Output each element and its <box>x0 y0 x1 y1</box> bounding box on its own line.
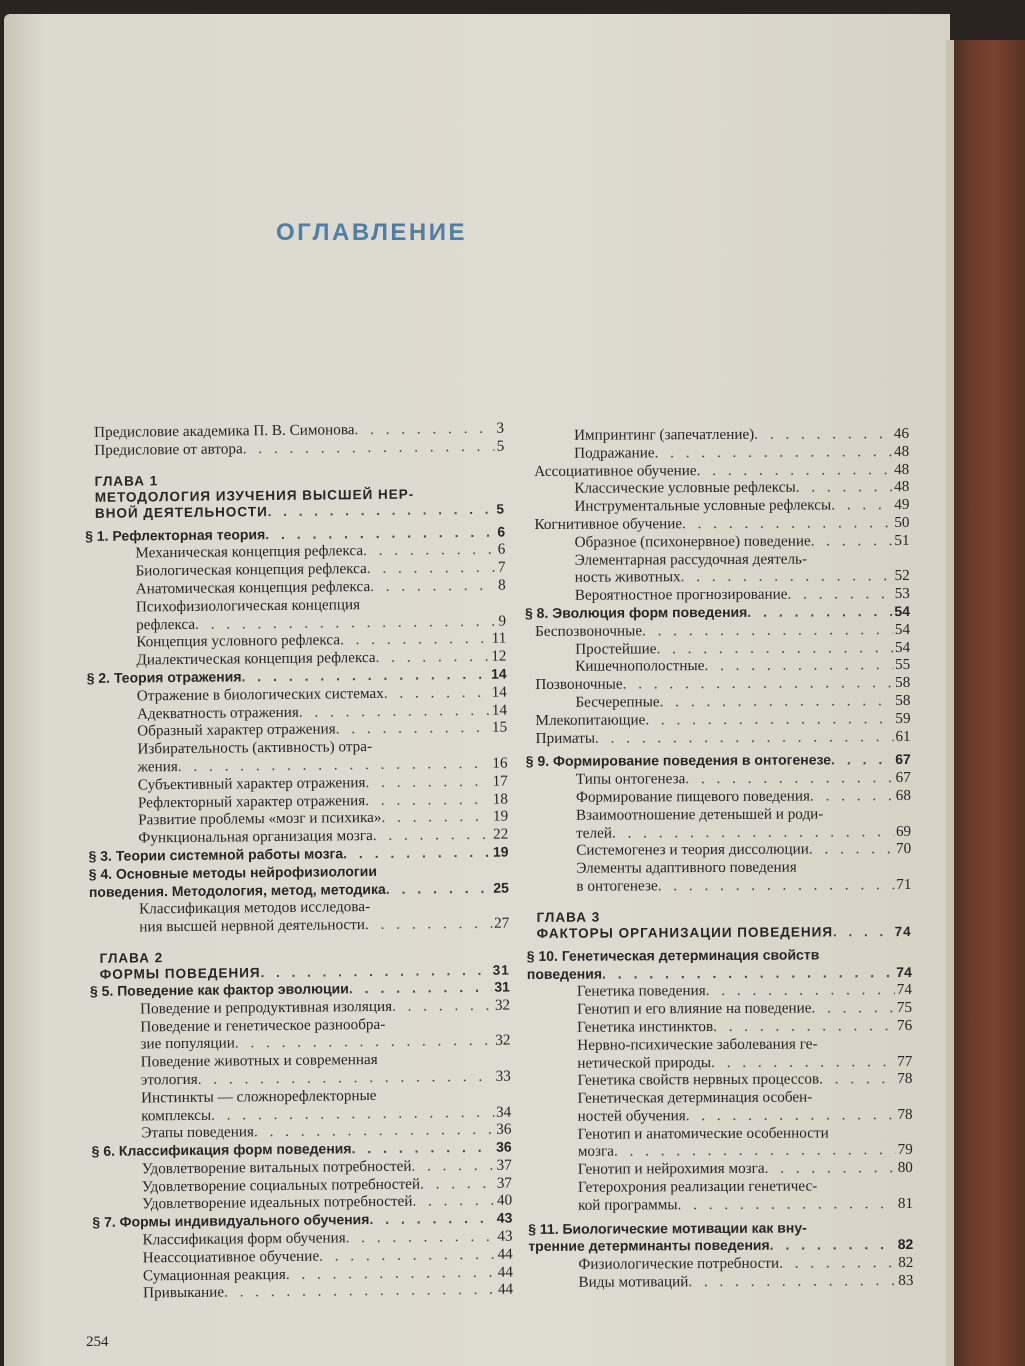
toc-entry-title: поведения <box>526 965 603 982</box>
toc-entry-page: 67 <box>895 769 911 787</box>
toc-entry-page: 80 <box>897 1159 913 1177</box>
toc-entry-page: 34 <box>495 1103 512 1121</box>
toc-entry-title: зие популяции <box>140 1034 235 1053</box>
toc-entry-title: § 11. Биологические мотивации как вну- <box>528 1219 807 1237</box>
toc-entry <box>528 1254 913 1274</box>
section-entry <box>527 946 912 966</box>
toc-entry <box>524 514 909 534</box>
toc-entry <box>528 1106 913 1126</box>
toc-entry-title: кой программы <box>578 1196 678 1214</box>
chapter-label: ГЛАВА 1 <box>94 472 159 489</box>
toc-entry-title: Бесчерепные <box>575 693 660 711</box>
toc-entry-title: Механическая концепция рефлекса <box>135 542 364 562</box>
toc-entry-page: 15 <box>491 718 508 737</box>
toc-entry <box>524 496 909 516</box>
toc-entry-page: 52 <box>894 567 910 585</box>
toc-entry <box>525 621 910 641</box>
toc-entry-page: 19 <box>492 843 509 860</box>
toc-entry-title: Адекватность отражения <box>136 703 299 723</box>
toc-entry-title: Отражение в биологических системах <box>136 684 384 705</box>
toc-entry-page: 31 <box>494 978 510 995</box>
toc-entry-title: § 10. Генетическая детерминация свойств <box>526 946 820 964</box>
toc-entry-title: Виды мотиваций <box>578 1273 689 1291</box>
toc-entry-title: Инструментальные условные рефлексы <box>574 496 832 515</box>
toc-entry <box>527 981 912 1001</box>
toc-entry-title: § 2. Теория отражения <box>86 668 242 686</box>
toc-entry-title: Генетическая детерминация особен- <box>577 1088 813 1107</box>
chapter-label: ГЛАВА 2 <box>99 950 164 966</box>
toc-entry-page: 68 <box>895 786 911 804</box>
toc-entry <box>528 1177 913 1197</box>
toc-entry-title: Кишечнополостные <box>575 657 705 676</box>
toc-entry-page: 77 <box>897 1052 913 1070</box>
toc-entry-title: Поведение и генетическое разнообра- <box>140 1015 386 1035</box>
toc-entry-page: 54 <box>894 638 911 656</box>
toc-entry <box>524 425 909 445</box>
toc-entry <box>524 461 909 481</box>
toc-entry-title: § 7. Формы индивидуального обучения <box>92 1211 370 1231</box>
toc-entry-title: Простейшие <box>575 639 657 658</box>
toc-entry-page: 14 <box>491 683 507 701</box>
toc-entry <box>526 728 911 748</box>
toc-entry-title: Взаимоотношение детенышей и роди- <box>575 805 824 824</box>
toc-entry-page: 79 <box>897 1141 913 1159</box>
toc-entry <box>525 692 910 712</box>
toc-entry-page: 6 <box>497 523 506 540</box>
toc-entry-title: Генетика свойств нервных процессов <box>577 1070 820 1090</box>
toc-entry <box>525 550 910 570</box>
toc-entry-page: 75 <box>896 999 913 1017</box>
toc-entry-page: 46 <box>893 424 910 443</box>
toc-entry-title: в онтогенезе <box>576 877 658 895</box>
toc-entry-title: Когнитивное обучение <box>534 515 683 533</box>
toc-entry-title: Генетика поведения <box>576 982 706 1001</box>
toc-entry-title: Удовлетворение социальных потребностей <box>141 1175 421 1196</box>
toc-entry-page: 83 <box>898 1272 914 1290</box>
section-entry <box>528 1236 913 1256</box>
toc-entry-page: 40 <box>496 1192 513 1210</box>
toc-entry-title: Вероятностное прогнозирование <box>574 585 788 604</box>
toc-entry-page: 9 <box>498 612 507 630</box>
toc-entry <box>93 1281 513 1303</box>
toc-entry <box>524 478 909 498</box>
toc-entry <box>525 674 910 694</box>
toc-entry-page: 78 <box>897 1070 913 1088</box>
toc-entry-title: Генотип и нейрохимия мозга <box>577 1160 765 1179</box>
toc-entry-title: Системогенез и теория диссолюции <box>576 840 809 860</box>
toc-entry-title: этология <box>140 1070 198 1089</box>
toc-entry-title: Анатомическая концепция рефлекса <box>135 577 371 598</box>
toc-entry <box>525 710 910 730</box>
toc-entry-title: § 4. Основные методы нейрофизиологии <box>88 862 378 882</box>
section-entry <box>525 603 910 623</box>
toc-entry-page: 31 <box>492 962 510 978</box>
toc-entry <box>527 999 912 1019</box>
toc-entry-page: 44 <box>497 1245 513 1263</box>
toc-entry <box>526 769 911 789</box>
toc-entry-page: 5 <box>496 437 505 455</box>
toc-entry-page: 74 <box>896 981 912 999</box>
toc-entry <box>528 1195 913 1215</box>
toc-entry <box>526 840 911 860</box>
toc-entry-page: 3 <box>496 419 505 437</box>
toc-entry-title: Этапы поведения <box>141 1123 255 1142</box>
toc-entry-page: 11 <box>491 629 507 648</box>
toc-entry <box>527 1088 912 1108</box>
toc-entry-title: Элементарная рассудочная деятель- <box>574 550 808 569</box>
toc-entry-page: 7 <box>497 558 506 576</box>
section-entry <box>527 963 912 983</box>
chapter-title: МЕТОДОЛОГИЯ ИЗУЧЕНИЯ ВЫСШЕЙ НЕР- <box>94 486 415 505</box>
toc-entry-page: 44 <box>497 1281 514 1299</box>
toc-entry <box>526 876 911 896</box>
toc-entry-title: Генотип и анатомические особенности <box>577 1124 829 1143</box>
toc-entry-title: Неассоциативное обучение <box>142 1247 320 1267</box>
toc-entry-title: Образный характер отражения <box>137 720 336 740</box>
toc-entry-page: 25 <box>493 879 509 896</box>
toc-entry-page: 74 <box>896 963 912 980</box>
toc-entry-page: 19 <box>492 807 509 826</box>
toc-entry <box>526 787 911 807</box>
toc-entry-page: 18 <box>492 790 509 808</box>
toc-entry-page: 71 <box>896 875 912 893</box>
toc-entry-page: 43 <box>497 1227 513 1245</box>
toc-entry <box>524 443 909 463</box>
toc-entry-title: Удовлетворение идеальных потребностей <box>142 1193 413 1213</box>
toc-entry-page: 14 <box>491 701 508 719</box>
toc-entry-title: поведения. Методология, метод, методика <box>88 880 386 900</box>
toc-entry-title: Генетика инстинктов <box>577 1017 714 1036</box>
toc-entry-title: Избирательность (активность) отра- <box>137 738 373 758</box>
toc-entry-page: 58 <box>895 674 911 692</box>
toc-entry-page: 48 <box>894 478 910 496</box>
toc-entry-page: 58 <box>895 691 911 710</box>
toc-entry <box>527 1035 912 1055</box>
toc-entry-page: 36 <box>495 1138 512 1155</box>
toc-entry-title: ния высшей нервной деятельности <box>139 916 366 936</box>
toc-entry-title: телей <box>576 824 612 842</box>
toc-entry-title: комплексы <box>141 1106 212 1124</box>
toc-entry-title: ВНОЙ ДЕЯТЕЛЬНОСТИ <box>94 503 268 521</box>
toc-entry-page: 27 <box>493 914 510 932</box>
toc-entry-page: 12 <box>491 647 507 665</box>
toc-entry-title: Млекопитающие <box>535 711 646 729</box>
toc-entry-page: 37 <box>496 1156 512 1174</box>
book-page <box>4 14 950 1366</box>
toc-entry-page: 50 <box>894 513 910 532</box>
toc-entry-page: 59 <box>895 709 911 727</box>
toc-entry-title: Предисловие академика П. В. Симонова <box>93 421 355 441</box>
toc-entry-title: § 3. Теории системной работы мозга <box>88 845 344 864</box>
toc-entry-title: Генотип и его влияние на поведение <box>577 999 812 1018</box>
toc-entry-title: Биологическая концепция рефлекса <box>135 560 367 580</box>
toc-entry <box>527 1017 912 1037</box>
toc-entry-title: Классификация форм обучения <box>142 1229 346 1249</box>
toc-entry-page: 32 <box>495 1031 511 1050</box>
toc-entry-page: 16 <box>492 754 508 772</box>
toc-entry-title: Формирование пищевого поведения <box>575 787 811 806</box>
toc-entry-title: ностей обучения <box>577 1107 686 1125</box>
toc-entry-page: 6 <box>497 540 506 559</box>
toc-entry-title: Инстинкты — сложнорефлекторные <box>140 1086 377 1107</box>
section-entry <box>528 1219 913 1239</box>
toc-entry-title: Приматы <box>535 729 596 747</box>
toc-entry-page: 82 <box>897 1236 914 1253</box>
toc-entry-page: 55 <box>895 656 911 674</box>
page-title: ОГЛАВЛЕНИЕ <box>276 219 468 246</box>
toc-entry-page: 54 <box>894 620 911 638</box>
toc-entry-page: 51 <box>894 531 910 549</box>
toc-entry-title: Типы онтогенеза <box>575 770 686 788</box>
toc-entry <box>527 1052 912 1072</box>
toc-entry <box>526 823 911 843</box>
toc-entry <box>527 1070 912 1090</box>
toc-entry-title: § 6. Классификация форм поведения <box>91 1140 352 1160</box>
toc-left-column <box>84 420 513 1304</box>
toc-entry-page: 5 <box>496 501 505 517</box>
toc-entry-title: Нервно-психические заболевания ге- <box>577 1035 818 1054</box>
toc-entry-page: 36 <box>496 1120 512 1139</box>
toc-entry-page: 22 <box>493 825 509 843</box>
toc-entry-page: 69 <box>895 822 912 840</box>
toc-entry-page: 70 <box>895 840 912 858</box>
toc-entry-title: мозга <box>577 1143 615 1161</box>
toc-entry-page: 37 <box>496 1174 513 1192</box>
toc-entry-title: § 8. Эволюция форм поведения <box>524 603 748 621</box>
toc-entry-title: ФОРМЫ ПОВЕДЕНИЯ <box>99 965 261 982</box>
toc-entry-page: 17 <box>492 772 508 790</box>
toc-entry-page: 74 <box>894 923 912 939</box>
toc-entry-title: Образное (психонервное) поведение <box>574 532 811 551</box>
toc-entry <box>525 656 910 676</box>
toc-entry-title: тренние детерминанты поведения <box>528 1237 770 1255</box>
page-number: 254 <box>86 1334 109 1350</box>
toc-entry-page: 48 <box>893 442 910 460</box>
toc-entry-title: Подражание <box>574 444 655 462</box>
toc-entry <box>525 567 910 587</box>
toc-entry-title: Предисловие от автора <box>94 440 243 459</box>
toc-entry-title: Рефлекторный характер отражения <box>137 791 366 812</box>
toc-entry <box>528 1124 913 1144</box>
toc-entry-title: Концепция условного рефлекса <box>136 631 341 651</box>
page-edge <box>946 40 954 1366</box>
toc-entry-title: ность животных <box>574 568 681 587</box>
toc-entry-title: Поведение животных и современная <box>140 1051 378 1071</box>
toc-entry-title: Беспозвоночные <box>535 622 643 640</box>
toc-entry <box>525 639 910 659</box>
toc-entry-title: Привыкание <box>143 1284 225 1302</box>
chapter-title <box>527 924 912 942</box>
toc-entry-page: 82 <box>898 1254 914 1272</box>
toc-entry-title: Ассоциативное обучение <box>534 461 697 480</box>
toc-entry-page: 33 <box>495 1067 511 1085</box>
book-cover-edge <box>946 40 1025 1366</box>
toc-entry-title: Субъективный характер отражения <box>137 773 366 794</box>
toc-entry-page: 44 <box>497 1263 513 1281</box>
toc-entry-page: 78 <box>897 1105 913 1123</box>
chapter-label: ГЛАВА 3 <box>536 909 601 925</box>
toc-entry-page: 53 <box>894 585 910 603</box>
toc-entry-title: Импринтинг (запечатление) <box>573 425 755 444</box>
toc-entry-page: 61 <box>895 727 911 745</box>
toc-entry-title: Сумационная реакция <box>142 1265 286 1285</box>
toc-entry-page: 48 <box>893 460 910 478</box>
toc-entry-page: 14 <box>490 665 507 682</box>
toc-entry-title: рефлекса <box>136 615 196 634</box>
toc-entry-page: 8 <box>498 576 506 594</box>
toc-entry-title: Позвоночные <box>535 675 623 694</box>
toc-entry <box>528 1272 913 1292</box>
toc-entry <box>528 1159 913 1179</box>
section-entry <box>526 751 911 771</box>
toc-entry-page: 54 <box>894 602 911 620</box>
toc-entry-title: Развитие проблемы «мозг и психика» <box>138 809 382 829</box>
toc-entry-title: Психофизиологическая концепция <box>135 595 361 616</box>
toc-entry-title: ФАКТОРЫ ОРГАНИЗАЦИИ ПОВЕДЕНИЯ <box>536 924 834 941</box>
toc-entry-page: 67 <box>895 751 911 768</box>
toc-entry-title: Классификация методов исследова- <box>138 898 371 918</box>
toc-entry-page: 81 <box>897 1194 914 1212</box>
toc-entry-page: 43 <box>496 1209 513 1227</box>
toc-entry-title: Гетерохрония реализации генетичес- <box>577 1177 818 1196</box>
toc-entry-title: Классические условные рефлексы <box>574 478 796 498</box>
toc-entry <box>526 858 911 878</box>
toc-entry-title: § 5. Поведение как фактор эволюции <box>89 980 349 999</box>
toc-entry-page: 76 <box>896 1016 913 1034</box>
toc-entry-title: Физиологические потребности <box>578 1254 780 1273</box>
toc-entry-title: § 9. Формирование поведения в онтогенезе <box>525 751 832 770</box>
toc-entry <box>528 1141 913 1161</box>
toc-entry-title: Функциональная организация мозга <box>138 827 373 847</box>
toc-entry-title: Элементы адаптивного поведения <box>576 858 797 877</box>
toc-entry-title: Диалектическая концепция рефлекса <box>136 649 376 669</box>
toc-entry <box>525 585 910 605</box>
toc-right-column <box>524 425 914 1292</box>
toc-entry-page: 49 <box>894 496 910 514</box>
toc-entry-page: 32 <box>494 996 511 1014</box>
toc-entry <box>526 805 911 825</box>
toc-entry-title: нетической природы <box>577 1053 712 1072</box>
toc-entry-title: Поведение и репродуктивная изоляция <box>140 997 393 1018</box>
toc-entry <box>525 532 910 552</box>
toc-entry-title: жения <box>137 757 178 776</box>
toc-entry-title: § 1. Рефлекторная теория <box>85 525 266 544</box>
toc-entry-title: Удовлетворение витальных потребностей <box>141 1157 412 1178</box>
